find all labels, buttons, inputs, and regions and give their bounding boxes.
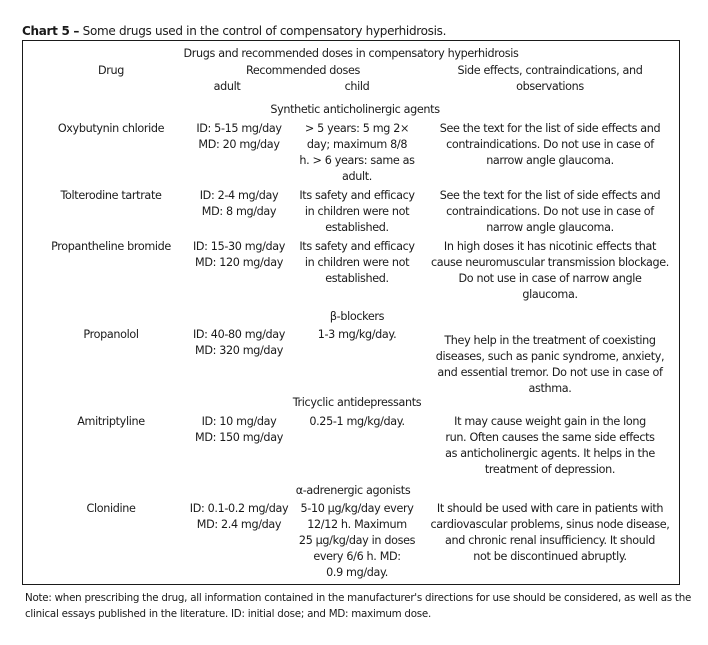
table-row-side-effects: In high doses it has nicotinic effects that cause neuromuscular transmission blockage. Do not use in case of narrow angle glaucoma.	[430, 240, 669, 302]
table-row-child-dose: 5-10 μg/kg/day every 12/12 h. Maximum 25 μg/kg/day in doses every 6/6 h. MD: 0.9 mg/day.	[298, 502, 416, 580]
table-row-child-dose: Its safety and efficacy in children were not established.	[299, 240, 415, 286]
table-footnote: Note: when prescribing the drug, all information contained in the manufacturer's directions for use should be considered, as well as the clinical essays published in the literature. ID: initial dose; and MD: maximum dose.	[25, 592, 692, 620]
header-child: child	[344, 80, 370, 93]
table-row-adult-dose: ID: 0.1-0.2 mg/day MD: 2.4 mg/day	[189, 502, 289, 532]
table-row-child-dose: 1-3 mg/kg/day.	[317, 328, 397, 341]
table-row-drug: Propantheline bromide	[51, 240, 171, 253]
table-row-side-effects: They help in the treatment of coexisting diseases, such as panic syndrome, anxiety, and essential tremor. Do not use in case of asthma.	[435, 334, 665, 396]
group-title: β-blockers	[329, 310, 385, 323]
table-row-side-effects: See the text for the list of side effects and contraindications. Do not use in case of narrow angle glaucoma.	[439, 189, 661, 235]
table-row-drug: Clonidine	[86, 502, 136, 515]
table-row-side-effects: It should be used with care in patients with cardiovascular problems, sinus node disease, and chronic renal insufficiency. It should not be discontinued abruptly.	[430, 502, 670, 564]
caption-text: Some drugs used in the control of compensatory hyperhidrosis.	[82, 24, 447, 38]
table-row-side-effects: See the text for the list of side effects and contraindications. Do not use in case of narrow angle glaucoma.	[439, 122, 661, 168]
group-title: Synthetic anticholinergic agents	[270, 103, 440, 116]
table-row-adult-dose: ID: 2-4 mg/day MD: 8 mg/day	[199, 189, 279, 219]
header-side-effects: Side effects, contraindications, and	[457, 64, 643, 77]
caption-label: Chart 5 –	[22, 24, 80, 38]
header-adult: adult	[213, 80, 241, 93]
table-row-adult-dose: ID: 15-30 mg/day MD: 120 mg/day	[192, 240, 286, 270]
table-row-adult-dose: ID: 10 mg/day MD: 150 mg/day	[195, 415, 283, 445]
table-row-side-effects: It may cause weight gain in the long run. Often causes the same side effects as anticholinergic agents. It helps in the treatment of depression.	[445, 415, 655, 477]
table-row-child-dose: Its safety and efficacy in children were not established.	[299, 189, 415, 235]
header-drug: Drug	[97, 64, 124, 77]
chart-caption	[22, 24, 446, 38]
table-row-child-dose: > 5 years: 5 mg 2× day; maximum 8/8 h. > 6 years: same as adult.	[299, 122, 415, 184]
table-title: Drugs and recommended doses in compensatory hyperhidrosis	[183, 47, 519, 60]
group-title: α-adrenergic agonists	[295, 484, 411, 497]
table-row-drug: Tolterodine tartrate	[60, 189, 162, 202]
table-row-drug: Amitriptyline	[77, 415, 145, 428]
table-row-child-dose: 0.25-1 mg/kg/day.	[309, 415, 405, 428]
header-observations: observations	[516, 80, 584, 93]
drug-table	[22, 40, 680, 585]
table-row-drug: Oxybutynin chloride	[57, 122, 165, 135]
table-row-adult-dose: ID: 5-15 mg/day MD: 20 mg/day	[196, 122, 282, 152]
table-row-drug: Propanolol	[83, 328, 139, 341]
table-row-adult-dose: ID: 40-80 mg/day MD: 320 mg/day	[192, 328, 286, 358]
header-recommended-doses: Recommended doses	[245, 64, 361, 77]
group-title: Tricyclic antidepressants	[292, 396, 422, 409]
